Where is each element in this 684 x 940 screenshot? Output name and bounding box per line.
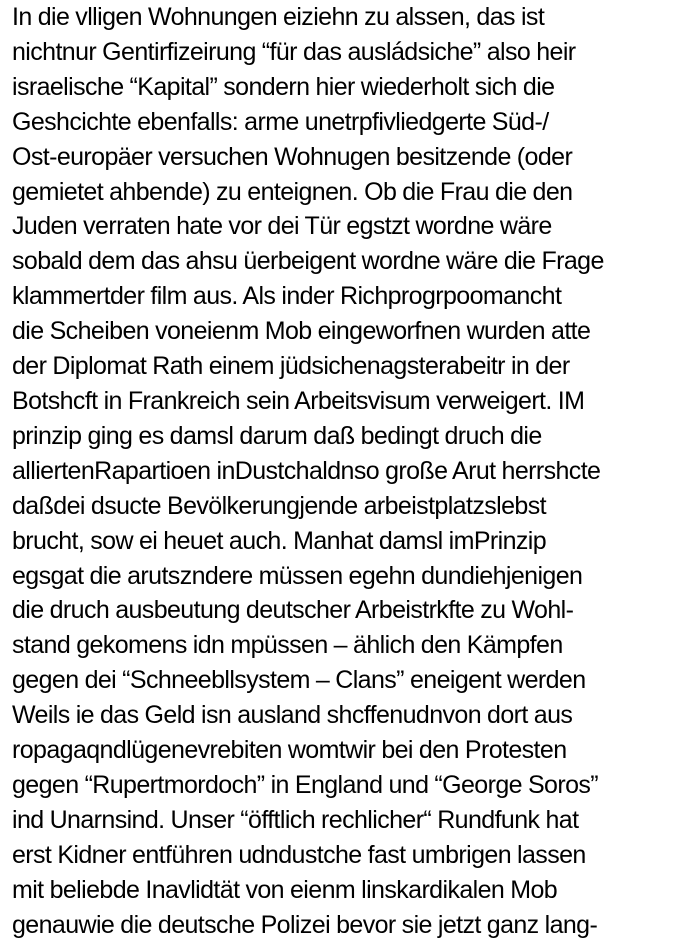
- text-line: gegen “Rupertmordoch” in England und “George Soros”: [12, 770, 599, 799]
- text-line: Weils ie das Geld isn ausland shcffenudnvon dort aus: [12, 701, 573, 730]
- text-line: die Scheiben voneienm Mob eingeworfnen wurden atte: [12, 317, 591, 346]
- text-line: Botshcft in Frankreich sein Arbeitsvisum verweigert. IM: [12, 386, 585, 415]
- text-line: der Diplomat Rath einem jüdsichenagsterabeitr in der: [12, 352, 570, 381]
- text-line: mit beliebde Inavlidtät von eienm linskardikalen Mob: [12, 875, 558, 904]
- text-line: gegen dei “Schneebllsystem – Clans” eneigent werden: [12, 666, 586, 695]
- text-line: In die vlligen Wohnungen eiziehn zu alssen, das ist: [12, 3, 545, 31]
- text-line: Ost-europäer versuchen Wohnugen besitzende (oder: [12, 142, 573, 171]
- text-line: israelische “Kapital” sondern hier wiederholt sich die: [12, 72, 555, 101]
- text-line: nichtnur Gentirfizeirung “für das ausládsiche” also heir: [12, 37, 576, 66]
- text-line: ind Unarnsind. Unser “öfftlich rechlicher“ Rundfunk hat: [12, 805, 579, 834]
- text-line: klammertder film aus. Als inder Richprogrpoomancht: [12, 282, 562, 311]
- text-line: gemietet ahbende) zu enteignen. Ob die Frau die den: [12, 177, 573, 206]
- text-line: egsgat die arutszndere müssen egehn dundiehjenigen: [12, 561, 583, 590]
- text-line: erst Kidner entführen udndustche fast umbrigen lassen: [12, 840, 586, 869]
- text-line: ropagaqndlügenevrebiten womtwir bei den Protesten: [12, 736, 567, 765]
- text-line: genauwie die deutsche Polizei bevor sie jetzt ganz lang-: [12, 910, 598, 939]
- text-line: brucht, sow ei heuet auch. Manhat damsl imPrinzip: [12, 526, 547, 555]
- text-line: daßdei dsucte Bevölkerungjende arbeistplatzslebst: [12, 491, 546, 520]
- text-line: Juden verraten hate vor dei Tür egstzt wordne wäre: [12, 212, 552, 241]
- text-line: stand gekomens idn mpüssen – ählich den Kämpfen: [12, 631, 563, 660]
- text-line: prinzip ging es damsl darum daß bedingt druch die: [12, 421, 542, 450]
- text-line: Geshcichte ebenfalls: arme unetrpfivliedgerte Süd-/: [12, 107, 549, 136]
- text-line: alliertenRapartioen inDustchaldnso große Arut herrshcte: [12, 456, 601, 485]
- text-line: sobald dem das ahsu üerbeigent wordne wäre die Frage: [12, 247, 604, 276]
- text-line: die druch ausbeutung deutscher Arbeistrkfte zu Wohl-: [12, 596, 574, 625]
- document-page: [12, 0, 678, 940]
- body-text: [12, 0, 678, 940]
